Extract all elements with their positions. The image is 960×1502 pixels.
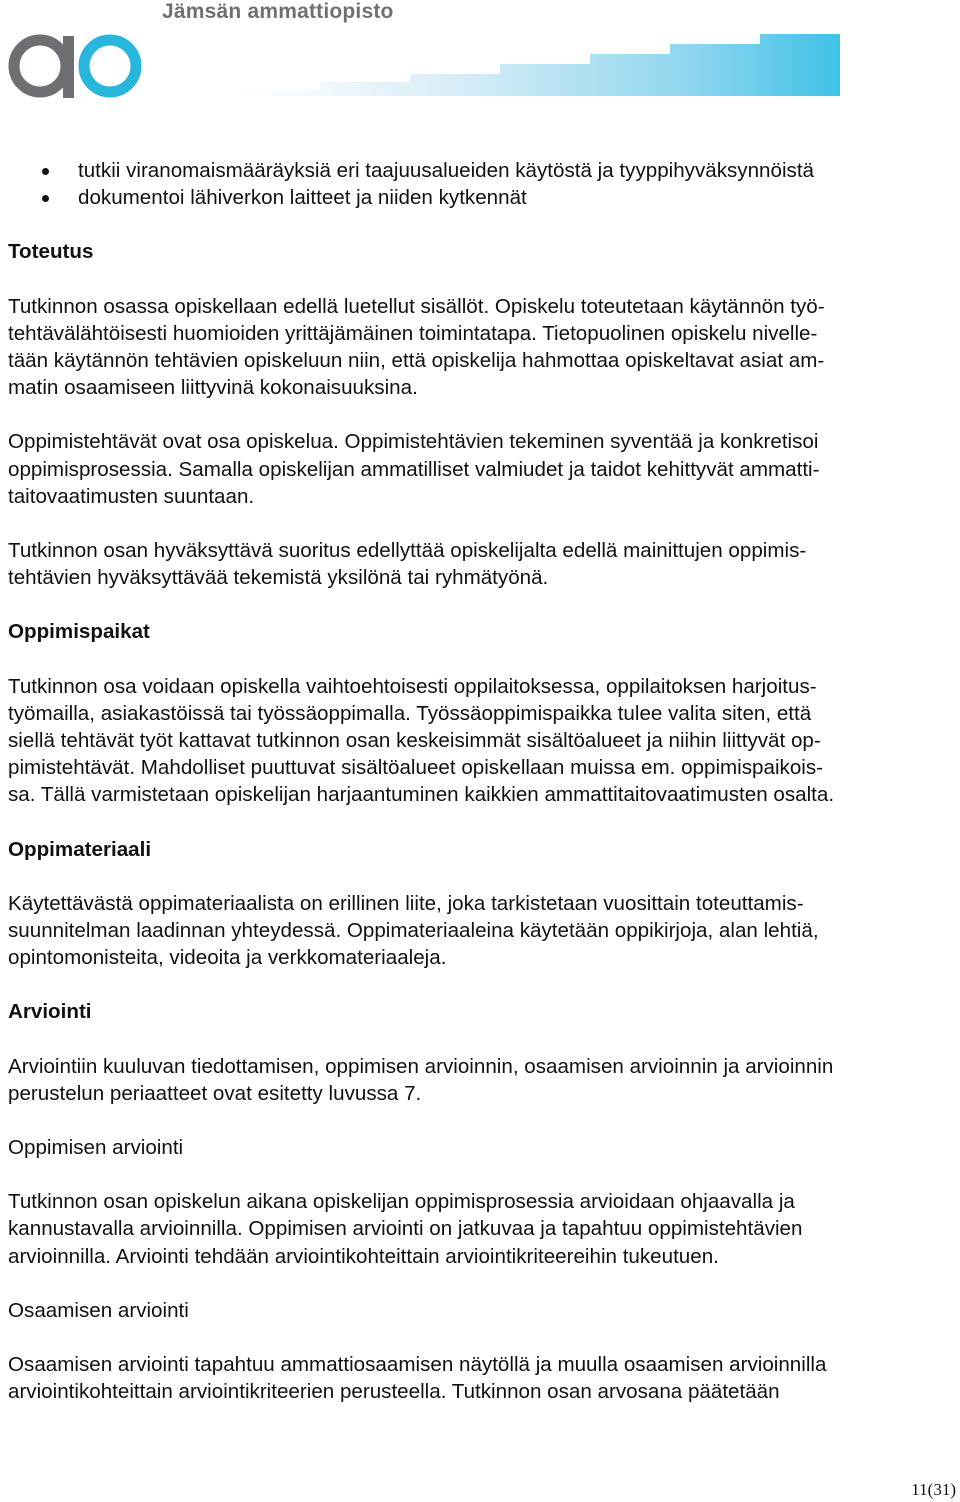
school-logo <box>6 22 146 102</box>
bullet-icon <box>42 195 49 202</box>
paragraph: Tutkinnon osan opiskelun aikana opiskelijan oppimisprosessia arvioidaan ohjaavalla ja kannustavalla arvioinnilla. Oppimisen arviointi on jatkuvaa ja tapahtuu oppimistehtävien arvioinnilla. Arviointi tehdään arviointikohteittain arviointikriteereihin tukeutuen. <box>8 1190 803 1268</box>
bullet-list <box>8 157 960 211</box>
paragraph: Oppimistehtävät ovat osa opiskelua. Oppimistehtävien tekeminen syventää ja konkretisoi oppimisprosessia. Samalla opiskelijan ammatilliset valmiudet ja taidot kehittyvät ammatti- taitovaatimusten suuntaan. <box>8 430 820 508</box>
bullet-item: dokumentoi lähiverkon laitteet ja niiden kytkennät <box>8 184 960 211</box>
subheading-oppimisen-arviointi: Oppimisen arviointi <box>8 1136 184 1160</box>
paragraph: Osaamisen arviointi tapahtuu ammattiosaamisen näytöllä ja muulla osaamisen arvioinnilla arviointikohteittain arviointikriteerien perusteella. Tutkinnon osan arvosana päätetään <box>8 1353 827 1404</box>
paragraph: Tutkinnon osa voidaan opiskella vaihtoehtoisesti oppilaitoksessa, oppilaitoksen harjoitus- työmailla, asiakastöissä tai työssäoppimalla. Työssäoppimispaikka tulee valita siten, että siellä tehtävät työt kattavat tutkinnon osan keskeisimmät sisältöalueet ja niihin liittyvät op- pimistehtävät. Mahdolliset puuttuvat sisältöalueet opiskellaan muissa em. oppimispaikois- sa. Tällä varmistetaan opiskelijan harjaantuminen kaikkien ammattitaitovaatimusten osalta. <box>8 674 835 807</box>
section-heading-arviointi: Arviointi <box>8 1000 92 1024</box>
document-body <box>8 157 960 1433</box>
section-heading-toteutus: Toteutus <box>8 240 94 264</box>
logo-letter-a <box>14 36 74 98</box>
page-number: 11(31) <box>911 1480 956 1499</box>
school-name: Jämsän ammattiopisto <box>162 0 394 23</box>
paragraph: Käytettävästä oppimateriaalista on erillinen liite, joka tarkistetaan vuosittain toteuttamis- suunnitelman laadinnan yhteydessä. Oppimateriaaleina käytetään oppikirjoja, alan lehtiä, opintomonisteita, videoita ja verkkomateriaaleja. <box>8 891 819 970</box>
section-heading-oppimateriaali: Oppimateriaali <box>8 837 152 861</box>
section-heading-oppimispaikat: Oppimispaikat <box>8 620 150 644</box>
subheading-osaamisen-arviointi: Osaamisen arviointi <box>8 1298 189 1322</box>
paragraph: Tutkinnon osassa opiskellaan edellä luetellut sisällöt. Opiskelu toteutetaan käytännön työ- tehtävälähtöisesti huomioiden yrittäjämäinen toimintatapa. Tietopuolinen opiskelu nivelle- tään käytännön tehtävien opiskeluun niin, että opiskelija hahmottaa opiskeltavat asiat am- matin osaamiseen liittyvinä kokonaisuuksina. <box>8 294 825 400</box>
bullet-item: tutkii viranomaismääräyksiä eri taajuusalueiden käytöstä ja tyyppihyväksynnöistä <box>8 157 960 184</box>
bullet-icon <box>42 168 49 175</box>
document-header <box>0 0 960 110</box>
paragraph: Tutkinnon osan hyväksyttävä suoritus edellyttää opiskelijalta edellä mainittujen oppimis- tehtävien hyväksyttävää tekemistä yksilönä tai ryhmätyönä. <box>8 539 807 590</box>
logo-letter-o <box>84 40 136 92</box>
header-step-graphic <box>240 30 840 96</box>
paragraph: Arviointiin kuuluvan tiedottamisen, oppimisen arvioinnin, osaamisen arvioinnin ja arvioinnin perustelun periaatteet ovat esitetty luvussa 7. <box>8 1054 834 1105</box>
